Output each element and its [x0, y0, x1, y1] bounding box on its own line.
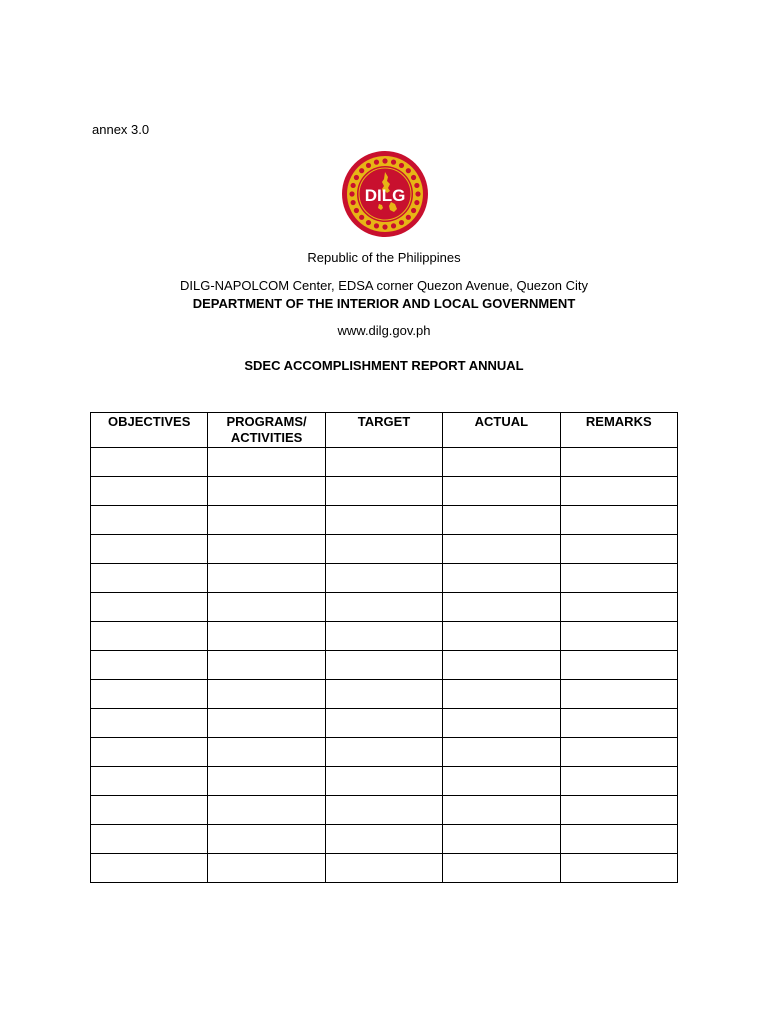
table-cell: [91, 564, 208, 593]
table-cell: [325, 535, 442, 564]
table-cell: [325, 680, 442, 709]
seal-ornament: [415, 191, 420, 196]
table-cell: [208, 593, 325, 622]
table-cell: [560, 448, 677, 477]
seal-text: DILG: [364, 186, 406, 205]
website-line: www.dilg.gov.ph: [337, 323, 431, 338]
col-header-remarks: [560, 413, 677, 448]
table-row: [91, 796, 678, 825]
table-cell: [208, 506, 325, 535]
table-row: [91, 448, 678, 477]
col-header-programs-activities: [208, 413, 325, 448]
table-cell: [443, 564, 560, 593]
table-cell: [208, 680, 325, 709]
seal-ornament: [351, 200, 356, 205]
table-row: [91, 767, 678, 796]
seal-ornament: [351, 183, 356, 188]
table-cell: [325, 738, 442, 767]
table-row: [91, 622, 678, 651]
table-cell: [208, 651, 325, 680]
table-cell: [208, 738, 325, 767]
seal-ornament: [391, 223, 396, 228]
table-cell: [560, 825, 677, 854]
table-cell: [91, 738, 208, 767]
table-cell: [208, 796, 325, 825]
seal-ornament: [406, 168, 411, 173]
table-cell: [560, 564, 677, 593]
table-cell: [325, 593, 442, 622]
col-header-objectives: [91, 413, 208, 448]
table-cell: [443, 593, 560, 622]
table-cell: [325, 825, 442, 854]
table-cell: [208, 477, 325, 506]
table-cell: [560, 854, 677, 883]
table-row: [91, 825, 678, 854]
table-row: [91, 680, 678, 709]
table-cell: [560, 535, 677, 564]
seal-ornament: [382, 158, 387, 163]
col-header-actual: [443, 413, 560, 448]
table-cell: [443, 506, 560, 535]
table-cell: [208, 564, 325, 593]
table-cell: [443, 448, 560, 477]
table-cell: [443, 738, 560, 767]
seal-ornament: [399, 163, 404, 168]
table-cell: [443, 854, 560, 883]
seal-ornament: [411, 208, 416, 213]
seal-ornament: [359, 168, 364, 173]
table-cell: [325, 477, 442, 506]
table-cell: [91, 854, 208, 883]
seal-ornament: [366, 163, 371, 168]
table-cell: [325, 767, 442, 796]
table-cell: [208, 622, 325, 651]
col-header-label: REMARKS: [585, 414, 652, 429]
table-cell: [91, 796, 208, 825]
table-cell: [443, 767, 560, 796]
table-cell: [325, 448, 442, 477]
table-cell: [560, 506, 677, 535]
seal-ornament: [374, 223, 379, 228]
table-cell: [91, 709, 208, 738]
table-row: [91, 593, 678, 622]
table-cell: [560, 709, 677, 738]
republic-line: Republic of the Philippines: [307, 250, 461, 265]
table-cell: [91, 535, 208, 564]
col-header-label: ACTUAL: [474, 414, 529, 429]
table-row: [91, 651, 678, 680]
seal-ornament: [391, 160, 396, 165]
table-header-row: [91, 413, 678, 448]
table-cell: [91, 593, 208, 622]
seal-ornament: [366, 220, 371, 225]
seal-ornament: [354, 175, 359, 180]
table-cell: [208, 709, 325, 738]
table-cell: [91, 477, 208, 506]
table-cell: [91, 767, 208, 796]
table-cell: [560, 622, 677, 651]
seal-ornament: [349, 191, 354, 196]
table-cell: [443, 796, 560, 825]
table-cell: [443, 651, 560, 680]
table-cell: [208, 825, 325, 854]
table-cell: [443, 709, 560, 738]
table-cell: [208, 535, 325, 564]
col-header-label: TARGET: [357, 414, 411, 429]
seal-ornament: [414, 200, 419, 205]
table-cell: [325, 564, 442, 593]
address-line: DILG-NAPOLCOM Center, EDSA corner Quezon Avenue, Quezon City: [179, 278, 588, 293]
table-row: [91, 564, 678, 593]
report-title: SDEC ACCOMPLISHMENT REPORT ANNUAL: [244, 358, 524, 373]
table-cell: [443, 535, 560, 564]
table-cell: [325, 709, 442, 738]
table-row: [91, 709, 678, 738]
table-cell: [443, 477, 560, 506]
table-cell: [91, 825, 208, 854]
table-cell: [560, 593, 677, 622]
accomplishment-table: [90, 412, 678, 883]
table-row: [91, 477, 678, 506]
table-cell: [443, 825, 560, 854]
seal-ornament: [414, 183, 419, 188]
table-cell: [325, 622, 442, 651]
table-cell: [325, 796, 442, 825]
table-cell: [325, 506, 442, 535]
table-body: [91, 448, 678, 883]
table-cell: [208, 448, 325, 477]
table-row: [91, 738, 678, 767]
table-cell: [325, 651, 442, 680]
annex-label: annex 3.0: [92, 122, 150, 137]
table-cell: [560, 738, 677, 767]
table-row: [91, 854, 678, 883]
table-cell: [91, 680, 208, 709]
table-cell: [91, 651, 208, 680]
seal-ornament: [406, 215, 411, 220]
table-cell: [91, 448, 208, 477]
table-cell: [325, 854, 442, 883]
table-cell: [443, 680, 560, 709]
col-header-label: PROGRAMS/ ACTIVITIES: [226, 414, 307, 445]
col-header-target: [325, 413, 442, 448]
col-header-label: OBJECTIVES: [108, 414, 191, 429]
table-cell: [443, 622, 560, 651]
seal-ornament: [382, 224, 387, 229]
table-cell: [560, 767, 677, 796]
department-name: DEPARTMENT OF THE INTERIOR AND LOCAL GOVERNMENT: [192, 296, 576, 311]
seal-ornament: [411, 175, 416, 180]
table-row: [91, 535, 678, 564]
seal-ornament: [374, 160, 379, 165]
table-cell: [91, 506, 208, 535]
seal-ornament: [399, 220, 404, 225]
table-cell: [208, 767, 325, 796]
seal-ornament: [359, 215, 364, 220]
table-cell: [560, 796, 677, 825]
table-row: [91, 506, 678, 535]
table-cell: [560, 680, 677, 709]
table-cell: [560, 651, 677, 680]
table-cell: [91, 622, 208, 651]
table-cell: [208, 854, 325, 883]
dilg-seal-logo: [341, 150, 429, 238]
seal-ornament: [354, 208, 359, 213]
table-cell: [560, 477, 677, 506]
